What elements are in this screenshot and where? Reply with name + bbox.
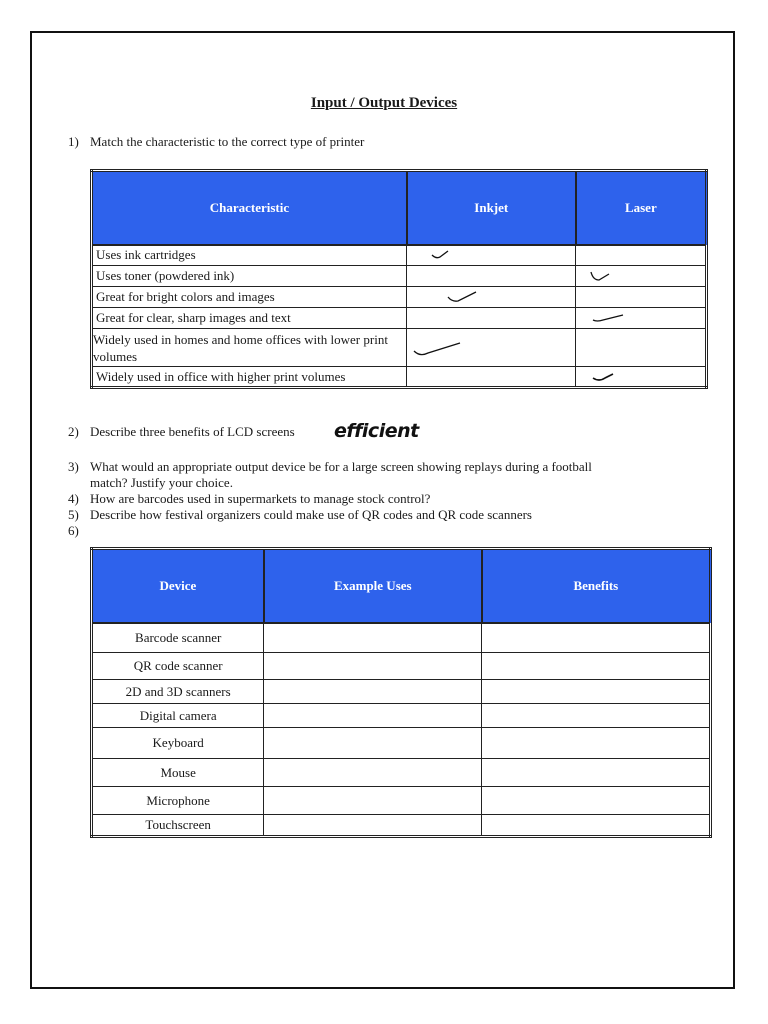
laser-cell: [576, 308, 707, 329]
characteristic-cell: Widely used in homes and home offices with lower print volumes: [92, 329, 407, 367]
characteristic-cell: Uses ink cartridges: [92, 245, 407, 266]
inkjet-cell: [407, 245, 576, 266]
benefits-cell[interactable]: [482, 680, 711, 704]
page-title: Input / Output Devices: [310, 95, 458, 111]
question-text: What would an appropriate output device be for a large screen showing replays during a football: [90, 459, 592, 474]
inkjet-cell: [407, 367, 576, 388]
inkjet-cell: [407, 287, 576, 308]
example-uses-cell[interactable]: [264, 728, 482, 759]
laser-cell: [576, 367, 707, 388]
header-device: Device: [92, 549, 264, 623]
table-row: [92, 815, 711, 837]
characteristic-cell: Uses toner (powdered ink): [92, 266, 407, 287]
table-row: [92, 759, 711, 787]
device-cell: QR code scanner: [92, 653, 264, 680]
question-number: 2): [68, 424, 79, 439]
inkjet-cell: [407, 308, 576, 329]
device-cell: Digital camera: [92, 704, 264, 728]
laser-cell: [576, 245, 707, 266]
table-row: [92, 308, 707, 329]
table-row: [92, 728, 711, 759]
example-uses-cell[interactable]: [264, 787, 482, 815]
question-text: How are barcodes used in supermarkets to manage stock control?: [90, 491, 431, 506]
header-benefits: Benefits: [482, 549, 711, 623]
device-cell: Barcode scanner: [92, 623, 264, 653]
header-example-uses: Example Uses: [264, 549, 482, 623]
question-number: 1): [68, 134, 79, 149]
header-inkjet: Inkjet: [407, 171, 576, 245]
handwritten-answer: efficient: [334, 420, 419, 442]
device-cell: Mouse: [92, 759, 264, 787]
question-text: Match the characteristic to the correct type of printer: [90, 134, 365, 149]
question-number: 6): [68, 523, 79, 538]
checkmark-icon: [579, 268, 639, 284]
question-number: 3): [68, 459, 79, 474]
table-row: [92, 680, 711, 704]
example-uses-cell[interactable]: [264, 704, 482, 728]
example-uses-cell[interactable]: [264, 680, 482, 704]
example-uses-cell[interactable]: [264, 759, 482, 787]
table-row: [92, 704, 711, 728]
table-row: [92, 653, 711, 680]
header-characteristic: Characteristic: [92, 171, 407, 245]
checkmark-icon: [579, 370, 639, 384]
example-uses-cell[interactable]: [264, 623, 482, 653]
table-row: [92, 623, 711, 653]
checkmark-icon: [410, 289, 490, 305]
example-uses-cell[interactable]: [264, 815, 482, 837]
checkmark-icon: [410, 337, 490, 359]
benefits-cell[interactable]: [482, 728, 711, 759]
question-text: Describe three benefits of LCD screens: [90, 424, 295, 439]
benefits-cell[interactable]: [482, 815, 711, 837]
table-row: [92, 367, 707, 388]
laser-cell: [576, 287, 707, 308]
devices-table: [90, 547, 712, 838]
checkmark-icon: [579, 310, 639, 326]
device-cell: 2D and 3D scanners: [92, 680, 264, 704]
example-uses-cell[interactable]: [264, 653, 482, 680]
device-cell: Microphone: [92, 787, 264, 815]
device-cell: Touchscreen: [92, 815, 264, 837]
characteristic-cell: Widely used in office with higher print volumes: [92, 367, 407, 388]
question-text: Describe how festival organizers could make use of QR codes and QR code scanners: [90, 507, 532, 522]
characteristic-cell: Great for clear, sharp images and text: [92, 308, 407, 329]
benefits-cell[interactable]: [482, 787, 711, 815]
header-laser: Laser: [576, 171, 707, 245]
table-row: [92, 287, 707, 308]
table-row: [92, 329, 707, 367]
table-row: [92, 266, 707, 287]
laser-cell: [576, 266, 707, 287]
benefits-cell[interactable]: [482, 759, 711, 787]
characteristic-cell: Great for bright colors and images: [92, 287, 407, 308]
table-row: [92, 245, 707, 266]
inkjet-cell: [407, 329, 576, 367]
device-cell: Keyboard: [92, 728, 264, 759]
benefits-cell[interactable]: [482, 623, 711, 653]
benefits-cell[interactable]: [482, 653, 711, 680]
inkjet-cell: [407, 266, 576, 287]
question-number: 4): [68, 491, 79, 506]
question-number: 5): [68, 507, 79, 522]
question-text: match? Justify your choice.: [90, 475, 233, 490]
benefits-cell[interactable]: [482, 704, 711, 728]
laser-cell: [576, 329, 707, 367]
printer-table: [90, 169, 708, 389]
checkmark-icon: [410, 247, 470, 263]
table-row: [92, 787, 711, 815]
